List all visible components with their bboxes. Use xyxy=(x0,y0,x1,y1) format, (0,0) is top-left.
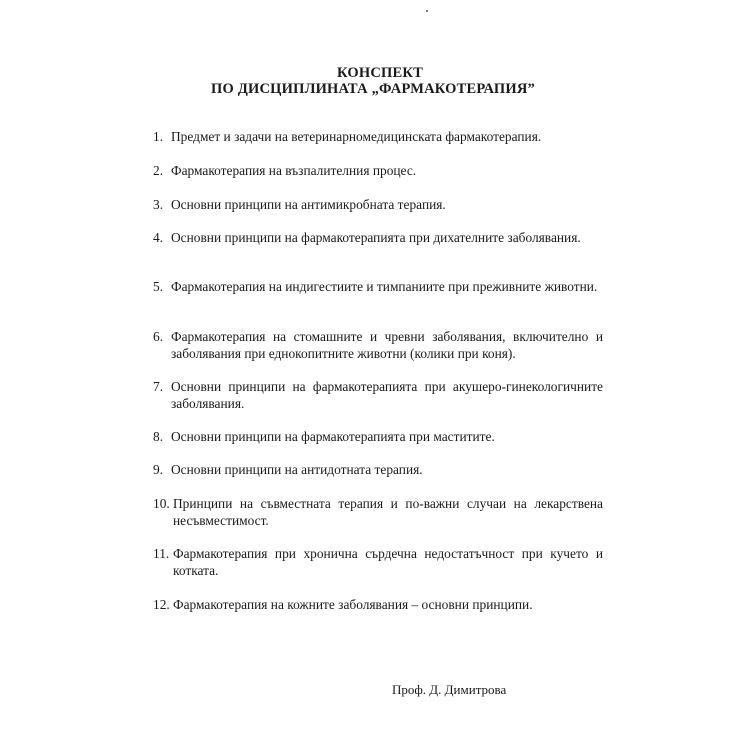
list-item-number: 1. xyxy=(153,129,164,144)
list-item-number: 3. xyxy=(153,197,164,212)
list-item-text: Основни принципи на фармакотерапията при дихателните заболявания. xyxy=(171,230,581,245)
list-item-text: Фармакотерапия при хронична сърдечна недостатъчност при кучето и котката. xyxy=(173,546,603,578)
list-item-number: 2. xyxy=(153,163,164,178)
list-item-number: 10. xyxy=(153,496,170,511)
document-subtitle: ПО ДИСЦИПЛИНАТА „ФАРМАКОТЕРАПИЯ” xyxy=(211,81,535,97)
list-item-text: Основни принципи на антимикробната терапия. xyxy=(171,197,446,212)
list-item xyxy=(153,162,603,179)
list-item-number: 6. xyxy=(153,329,164,344)
signature: Проф. Д. Димитрова xyxy=(392,682,507,697)
list-item xyxy=(153,461,603,478)
scan-speck xyxy=(426,10,428,12)
list-item xyxy=(153,128,603,145)
list-item-text: Фармакотерапия на възпалителния процес. xyxy=(171,163,417,178)
document-title: КОНСПЕКТ xyxy=(337,65,423,81)
list-item-number: 11. xyxy=(153,546,170,561)
list-item xyxy=(153,596,603,613)
list-item-text: Фармакотерапия на индигестиите и тимпаниите при преживните животни. xyxy=(171,279,598,294)
list-item-text: Фармакотерапия на стомашните и чревни заболявания, включително и заболявания при еднокопитните животни (колики при коня). xyxy=(171,329,603,361)
list-item xyxy=(153,229,603,246)
list-item-text: Основни принципи на антидотната терапия. xyxy=(171,462,423,477)
list-item-text: Фармакотерапия на кожните заболявания – основни принципи. xyxy=(173,597,533,612)
list-item-text: Принципи на съвместната терапия и по-важни случаи на лекарствена несъвместимост. xyxy=(173,496,603,528)
list-item xyxy=(153,328,603,362)
list-item xyxy=(153,196,603,213)
list-item-number: 7. xyxy=(153,379,164,394)
list-item xyxy=(153,278,603,295)
list-item-number: 9. xyxy=(153,462,164,477)
list-item-text: Основни принципи на фармакотерапията при акушеро-гинекологичните заболявания. xyxy=(171,379,603,411)
list-item-number: 12. xyxy=(153,597,170,612)
list-item-text: Предмет и задачи на ветеринарномедицинската фармакотерапия. xyxy=(171,129,542,144)
list-item xyxy=(153,428,603,445)
list-item xyxy=(153,378,603,412)
list-item-number: 4. xyxy=(153,230,164,245)
list-item-number: 8. xyxy=(153,429,164,444)
list-item xyxy=(153,545,603,579)
list-item-text: Основни принципи на фармакотерапията при маститите. xyxy=(171,429,495,444)
list-item-number: 5. xyxy=(153,279,164,294)
list-item xyxy=(153,495,603,529)
